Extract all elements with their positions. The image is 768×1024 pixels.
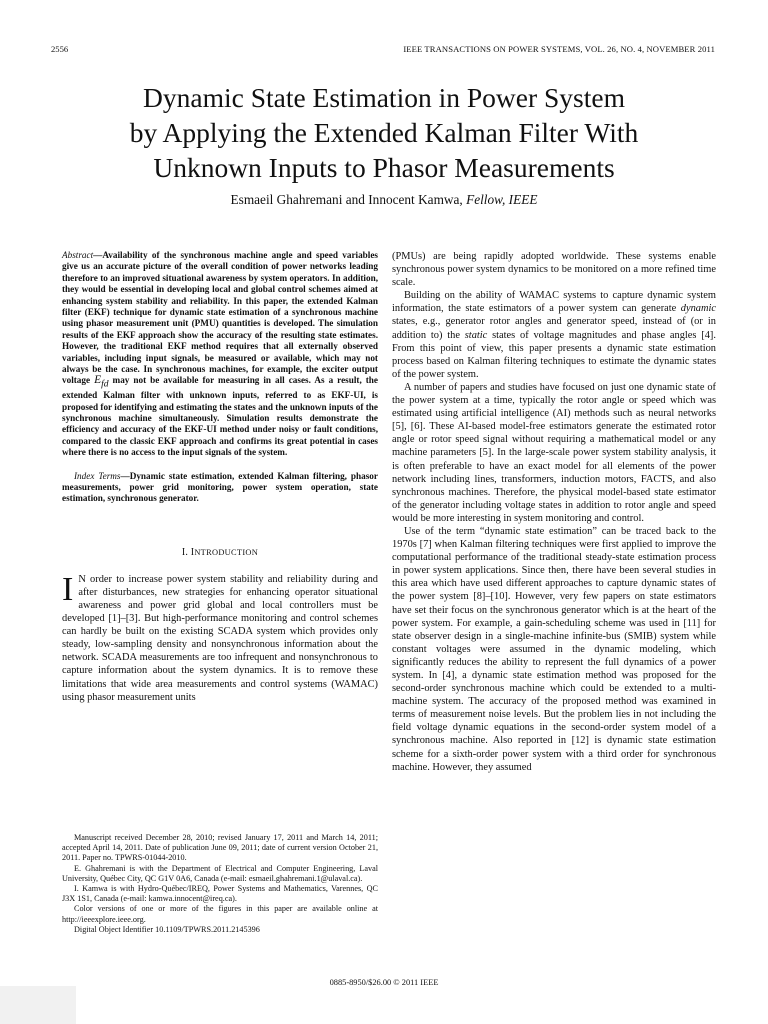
- body-paragraph-2: [392, 289, 716, 381]
- intro-paragraph: [62, 570, 378, 704]
- scan-corner-shade: [0, 986, 76, 1024]
- running-header: [51, 44, 715, 58]
- section-title-first: I: [190, 546, 195, 558]
- section-number: I.: [181, 546, 189, 558]
- footnote-manuscript: Manuscript received December 28, 2010; revised January 17, 2011 and March 14, 2011; accepted April 14, 2011. Date of publication June 09, 2011; date of current version October 21, 2011. Paper no. TPWRS-01044-2010.: [62, 833, 378, 863]
- abstract-text-part-1: —Availability of the synchronous machine angle and speed variables give us an accurate picture of the overall condition of power networks leading therefore to an improved situational awareness by system operators. In addition, they would be essential in developing local and global control schemes aimed at enhancing system stability and reliability. In this paper, the extended Kalman filter (EKF) technique for dynamic state estimation of a synchronous machine using phasor measurement unit (PMU) quantities is developed. The simulation results of the EKF approach show the accuracy of the resulting state estimates. However, the traditional EKF method requires that all externally observed variables, including input signals, be measured or available, which may not always be the case. In synchronous machines, for example, the exciter output voltage: [62, 250, 378, 386]
- title-line-2: by Applying the Extended Kalman Filter With: [129, 117, 639, 148]
- index-terms-label: Index Terms: [74, 470, 121, 481]
- symbol-subscript: fd: [101, 378, 109, 390]
- paragraph-2-part-b: states, e.g., generator rotor angles and generator speed, instead of (or in addition to) the: [392, 316, 716, 341]
- body-paragraph-4: Use of the term “dynamic state estimation” can be traced back to the 1970s [7] when Kalman filtering techniques were first applied to improve the computational performance of the traditional steady-state estimation process in power system applications. Since then, there have been several studies in this area which have used different approaches to capture dynamic states of the power system [8]–[10]. However, very few papers on state estimators have set their focus on the synchronous generator which is at the heart of the power system. For example, a gain-scheduling scheme was used in [11] for state observer design in a single-machine infinite-bus (SMIB) system while constant voltages were assumed in the dynamic modeling, which significantly reduces the ability to represent the full dynamics of a power system. In [4], a dynamic state estimation method was proposed for the second-order synchronous machine which could be extended to a multi-machine system. The accuracy of the proposed method was examined in terms of measurement noise levels. But the problem lies in not including the field voltage dynamic equations in the second-order system model of a synchronous machine. Also reported in [12] is dynamic state estimation scheme for a sixth-order power system with a third order for synchronous machine. However, they assumed: [392, 525, 716, 773]
- footnote-author-2: I. Kamwa is with Hydro-Québec/IREQ, Power Systems and Mathematics, Varennes, QC J3X 1S1, Canada (e-mail: kamwa.innocent@ireq.ca).: [62, 884, 378, 904]
- body-paragraph-1: (PMUs) are being rapidly adopted worldwide. These systems enable synchronous power system dynamics to be monitored on a more refined time scale.: [392, 251, 716, 289]
- body-paragraph-3: A number of papers and studies have focused on just one dynamic state of the power system at a time, typically the rotor angle or speed which was estimated using artificial intelligence (AI) methods such as neural networks [5], [6]. These AI-based model-free estimators generate the estimated rotor angle or rotor speed signal without requiring a mathematical model or any machine parameters [5]. In the large-scale power system stability analysis, it is often preferable to have an exact model for all elements of the power network including lines, transformers, induction motors, FACTS, and also synchronous machines. Therefore, the physical model-based state estimator of the generator including voltage states in addition to rotor angle and speed would be more interesting in system monitoring and control.: [392, 381, 716, 524]
- author-names: Esmaeil Ghahremani and Innocent Kamwa,: [230, 192, 463, 207]
- section-title-rest: NTRODUCTION: [194, 547, 259, 557]
- emphasis-static: static: [464, 329, 488, 341]
- title-line-1: Dynamic State Estimation in Power System: [143, 82, 625, 113]
- symbol-base: E: [94, 374, 102, 387]
- paper-title: [40, 80, 728, 185]
- author-membership: Fellow, IEEE: [466, 192, 538, 207]
- paragraph-2-part-a: Building on the ability of WAMAC systems to capture dynamic system information, the state estimators of a power system can generate: [392, 290, 716, 315]
- abstract-text-part-2: may not be available for measuring in all cases. As a result, the extended Kalman filter with unknown inputs, referred to as EKF-UI, is proposed for identifying and estimating the states and the unknown inputs of the synchronous machine simultaneously. Simulation results demonstrate the efficiency and accuracy of the EKF-UI method under noisy or fault conditions, compared to the classic EKF approach and confirms its great potential in cases where there is no access to the input signals of the system.: [62, 375, 378, 458]
- journal-name: IEEE TRANSACTIONS ON POWER SYSTEMS, VOL. 26, NO. 4, NOVEMBER 2011: [403, 44, 715, 54]
- page-number: 2556: [51, 44, 69, 54]
- drop-cap: I: [62, 570, 74, 608]
- emphasis-dynamic: dynamic: [680, 303, 716, 315]
- index-terms-text: —Dynamic state estimation, extended Kalman filtering, phasor measurements, power grid monitoring, power system operation, state estimation, synchronous generator.: [62, 470, 378, 504]
- copyright-footer: 0885-8950/$26.00 © 2011 IEEE: [329, 978, 439, 987]
- paragraph-2-part-c: states of voltage magnitudes and phase angles [4]. From this point of view, this paper presents a dynamic state estimation process based on Kalman filtering techniques to estimate the dynamic states of the power system.: [392, 329, 716, 380]
- right-column: [392, 250, 716, 774]
- footnote-doi: Digital Object Identifier 10.1109/TPWRS.2011.2145396: [74, 924, 260, 934]
- left-column: [62, 250, 378, 704]
- exciter-voltage-symbol: [94, 374, 109, 390]
- footnote-color: Color versions of one or more of the figures in this paper are available online at http://ieeexplore.ieee.org.: [62, 904, 378, 924]
- author-line: [40, 192, 728, 208]
- index-terms: [62, 471, 378, 505]
- intro-text: N order to increase power system stability and reliability during and after disturbances, new strategies for enhancing operator situational awareness and power grid global and local controllers must be developed [1]–[3]. But high-performance monitoring and control schemes can hardly be built on the existing SCADA system which provides only steady, low-sampling density and nonsynchronous information about the network. SCADA measurements are too infrequent and nonsynchronous to capture information about the system dynamics. It is to remove these limitations that wide area measurements and control systems (WAMAC) using phasor measurement units: [62, 573, 378, 703]
- section-heading: [62, 547, 378, 559]
- title-line-3: Unknown Inputs to Phasor Measurements: [153, 152, 615, 183]
- abstract: [62, 250, 378, 459]
- abstract-label: Abstract: [62, 250, 94, 260]
- footnotes: [62, 833, 378, 935]
- footnote-author-1: E. Ghahremani is with the Department of Electrical and Computer Engineering, Laval University, Québec City, QC G1V 0A6, Canada (e-mail: esmaeil.ghahremani.1@ulaval.ca).: [62, 863, 378, 883]
